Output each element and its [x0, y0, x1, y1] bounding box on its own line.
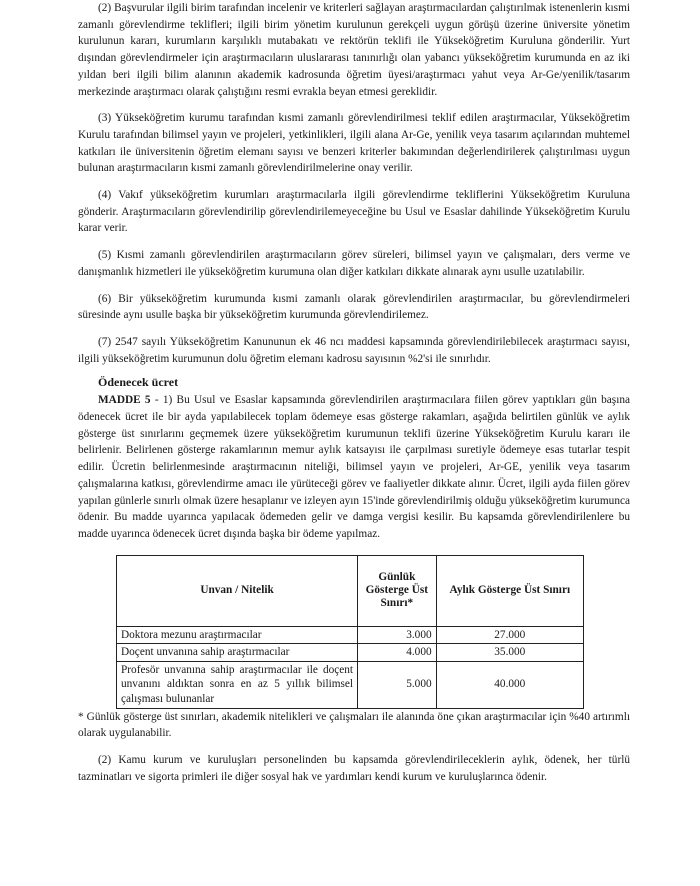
cell-aylik: 27.000 [436, 626, 583, 644]
table-row [117, 644, 584, 662]
madde-5-paragraph [78, 392, 630, 542]
cell-unvan: Doçent unvanına sahip araştırmacılar [117, 644, 358, 662]
cell-aylik: 35.000 [436, 644, 583, 662]
cell-gunluk: 3.000 [358, 626, 437, 644]
table-container [116, 555, 630, 709]
paragraph-7: (7) 2547 sayılı Yükseköğretim Kanununun ek 46 ncı maddesi kapsamında görevlendirilebilecek araştırmacı sayısı, ilgili yükseköğretim kurumunun dolu öğretim elemanı kadrosu sayısının %2'si ile sınırlıdır. [78, 335, 630, 365]
section-heading: Ödenecek ücret [98, 375, 179, 390]
header-unvan: Unvan / Nitelik [117, 555, 358, 626]
cell-aylik: 40.000 [436, 661, 583, 708]
document-page [78, 0, 630, 785]
madde-label: MADDE 5 [98, 394, 151, 407]
table-row [117, 626, 584, 644]
table-header-row [117, 555, 584, 626]
cell-unvan: Profesör unvanına sahip araştırmacılar ile doçent unvanını aldıktan sonra en az 5 yıllık bilimsel çalışması bulunanlar [117, 661, 358, 708]
table-row [117, 661, 584, 708]
cell-unvan: Doktora mezunu araştırmacılar [117, 626, 358, 644]
paragraph-2: (2) Başvurular ilgili birim tarafından incelenir ve kriterleri sağlayan araştırmacılardan çalıştırılmak istenenlerin kısmi zamanlı görevlendirme teklifleri; ilgili birim yönetim kurulunun gerekçeli uygun görüşü üzerine üniversite yönetim kurulunun kararı, kurumların karşılıklı mutabakatı ve rektörün teklifi ile Yükseköğretim Kuruluna gönderilir. Yurt dışından görevlendirmeler için araştırmacıların uluslararası tanınırlığı olan yabancı yükseköğretim kurumunda en az iki yıldan beri ilgili bilim alanının akademik kadrosunda öğretim üyesi/araştırmacı yahut veya Ar-Ge/yenilik/tasarım merkezinde araştırmacı olarak çalıştığını resmi evrakla beyan etmesi gereklidir. [78, 2, 630, 98]
table-footnote: * Günlük gösterge üst sınırları, akademik nitelikleri ve çalışmaları ile alanında öne çıkan araştırmacılar için %40 artırımlı olarak uygulanabilir. [78, 710, 630, 740]
madde-text: - 1) Bu Usul ve Esaslar kapsamında görevlendirilen araştırmacılara fiilen görev yaptıkları gün başına ödenecek ücret ile bir ayda yapılabilecek toplam ödemeye esas gösterge rakamları, aşağıda belirtilen günlük ve aylık gösterge üst sınırlarını geçmemek üzere yükseköğretim kurumunun teklifi üzerine Yükseköğretim Kurulu kararı ile belirlenir. Belirlenen gösterge rakamlarının memur aylık katsayısı ile çarpılması suretiyle ödemeye esas tutarlar tespit edilir. Ücretin belirlenmesinde araştırmacının niteliği, bilimsel yayın ve projeleri, Ar-GE, yenilik veya tasarım çalışmalarına katkısı, görevlendirme amacı ile yürüteceği görev ve faaliyetler dikkate alınır. Ücret, ilgili ayda fiilen görev yapılan günlerle sınırlı olmak üzere hesaplanır ve izleyen ayın 15'inde görevlendirilmiş olduğu yükseköğretim kurumunca ödenir. Bu madde uyarınca yapılacak ödemeden gelir ve damga vergisi kesilir. Bu kapsamda görevlendirilenlere bu madde uyarınca ödenecek ücret dışında başka bir ödeme yapılmaz. [78, 394, 630, 540]
closing-paragraph: (2) Kamu kurum ve kuruluşları personelinden bu kapsamda görevlendirileceklerin aylık, ödenek, her türlü tazminatları ve sigorta primleri ile diğer sosyal hak ve yardımları kendi kurum ve kuruluşlarınca ödenir. [78, 754, 630, 783]
gosterge-table [116, 555, 584, 709]
paragraph-5: (5) Kısmi zamanlı görevlendirilen araştırmacıların görev süreleri, bilimsel yayın ve çalışmaları, ders verme ve danışmanlık hizmetleri ile yükseköğretim kurumuna olan diğer katkıları dikkate alınarak aynı usulle uzatılabilir. [78, 249, 630, 278]
cell-gunluk: 4.000 [358, 644, 437, 662]
header-aylik: Aylık Gösterge Üst Sınırı [436, 555, 583, 626]
paragraph-4: (4) Vakıf yükseköğretim kurumları araştırmacılarla ilgili görevlendirme tekliflerini Yükseköğretim Kuruluna gönderir. Araştırmacıların görevlendirilip görevlendirilemeyeceğine bu Usul ve Esaslar dahilinde Yükseköğretim Kurulu karar verir. [78, 189, 630, 235]
header-gunluk: Günlük Gösterge Üst Sınırı* [358, 555, 437, 626]
paragraph-6: (6) Bir yükseköğretim kurumunda kısmi zamanlı olarak görevlendirilen araştırmacılar, bu görevlendirmeleri süresinde aynı usulle başka bir yükseköğretim kurumunda görevlendirilemez. [78, 292, 630, 322]
cell-gunluk: 5.000 [358, 661, 437, 708]
paragraph-3: (3) Yükseköğretim kurumu tarafından kısmi zamanlı görevlendirilmesi teklif edilen araştırmacılar, Yükseköğretim Kurulu tarafından bilimsel yayın ve projeleri, yetkinlikleri, ilgili alana Ar-Ge, yenilik veya tasarım açılarından muhtemel katkıları ile üniversitenin öğretim elemanı sayısı ve benzeri kriterler bakımından değerlendirilerek çalıştırılması uygun bulunan araştırmacıların kısmi zamanlı görevlendirilmelerine onay verilir. [78, 112, 630, 175]
